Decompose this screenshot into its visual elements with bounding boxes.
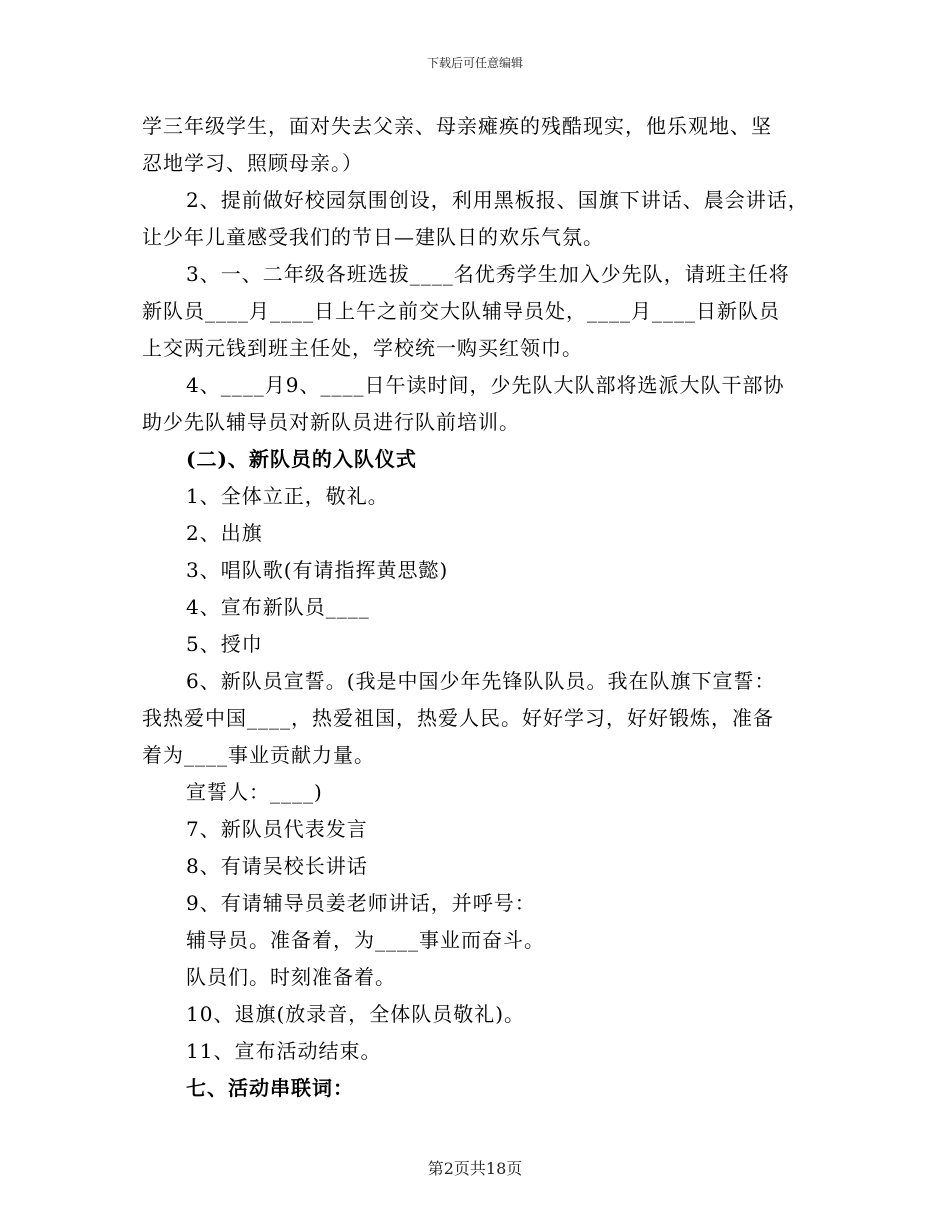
body-text-line: 上交两元钱到班主任处，学校统一购买红领巾。 <box>142 336 583 360</box>
body-text-line: 辅导员。准备着，为____事业而奋斗。 <box>186 928 545 952</box>
body-text-line: 5、授巾 <box>186 632 263 656</box>
body-text-line: 着为____事业贡献力量。 <box>142 743 375 767</box>
body-text-line: 让少年儿童感受我们的节日—建队日的欢乐气氛。 <box>142 225 604 249</box>
body-text-line: 我热爱中国____，热爱祖国，热爱人民。好好学习，好好锻炼，准备 <box>142 706 774 730</box>
body-text-line: 4、____月9、____日午读时间，少先队大队部将选派大队干部协 <box>186 373 785 397</box>
section-heading: (二)、新队员的入队仪式 <box>186 447 417 471</box>
body-text-line: 6、新队员宣誓。(我是中国少年先锋队队员。我在队旗下宣誓： <box>186 669 776 693</box>
body-text-line: 忍地学习、照顾母亲。） <box>142 151 363 175</box>
body-text-line: 7、新队员代表发言 <box>186 817 368 841</box>
body-text-line: 1、全体立正，敬礼。 <box>186 484 389 508</box>
body-text-line: 9、有请辅导员姜老师讲话，并呼号： <box>186 891 536 915</box>
section-heading: 七、活动串联词： <box>186 1076 354 1100</box>
body-text-line: 8、有请吴校长讲话 <box>186 854 368 878</box>
body-text-line: 新队员____月____日上午之前交大队辅导员处，____月____日新队员 <box>142 299 780 323</box>
header-note: 下载后可任意编辑 <box>426 56 523 70</box>
body-text-line: 10、退旗(放录音，全体队员敬礼)。 <box>186 1002 526 1026</box>
body-text-line: 助少先队辅导员对新队员进行队前培训。 <box>142 410 520 434</box>
body-text-line: 3、唱队歌(有请指挥黄思懿) <box>186 558 449 582</box>
page-number: 第2页共18页 <box>427 1159 523 1178</box>
body-text-line: 4、宣布新队员____ <box>186 595 370 619</box>
body-text-line: 2、提前做好校园氛围创设，利用黑板报、国旗下讲话、晨会讲话， <box>186 188 809 212</box>
body-text-line: 学三年级学生，面对失去父亲、母亲瘫痪的残酷现实，他乐观地、坚 <box>142 114 772 138</box>
body-text-line: 3、一、二年级各班选拔____名优秀学生加入少先队，请班主任将 <box>186 262 790 286</box>
body-text-line: 宣誓人：____) <box>186 780 323 804</box>
body-text-line: 2、出旗 <box>186 521 263 545</box>
document-body <box>142 108 822 1107</box>
body-text-line: 11、宣布活动结束。 <box>186 1039 382 1063</box>
body-text-line: 队员们。时刻准备着。 <box>186 965 396 989</box>
